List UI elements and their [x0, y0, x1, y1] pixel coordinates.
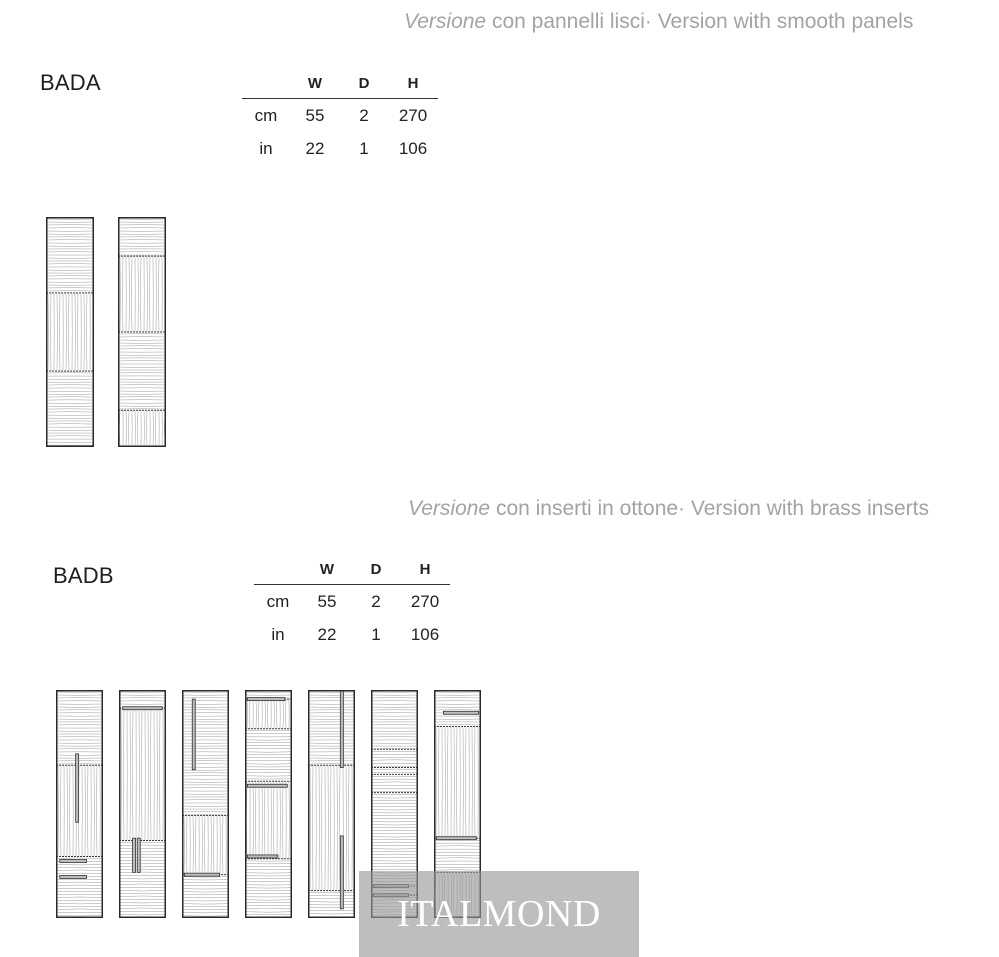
value-cell: 1 — [359, 138, 369, 158]
header-cell: H — [388, 68, 438, 99]
panel-drawing — [245, 690, 292, 918]
value-cell: 55 — [305, 105, 325, 125]
section-b-subtitle-text: con inserti in ottone· Version with brass inserts — [490, 497, 929, 520]
panel-drawing — [308, 690, 355, 918]
brass-insert — [443, 711, 478, 714]
watermark-text: ITALMOND — [397, 893, 601, 935]
section-a-model-name: BADA — [40, 70, 101, 95]
header-cell: D — [352, 554, 400, 585]
unit-cell: cm — [266, 591, 290, 611]
section-a-dimensions-table — [242, 68, 438, 165]
header-cell: D — [340, 68, 388, 99]
unit-cell: in — [271, 624, 285, 644]
wood-grain-texture — [308, 692, 355, 917]
bada-panel-1 — [46, 217, 94, 447]
badb-panel-3 — [182, 690, 229, 918]
value-cell: 1 — [371, 624, 381, 644]
brass-insert — [192, 699, 195, 770]
bada-panel-2 — [118, 217, 166, 447]
unit-cell: cm — [254, 105, 278, 125]
header-cell — [254, 554, 302, 585]
brass-insert — [436, 837, 476, 840]
brass-insert — [247, 698, 285, 701]
badb-panel-1 — [56, 690, 103, 918]
brass-insert — [60, 860, 87, 863]
section-b-subtitle-italic: Versione — [408, 497, 491, 520]
section-a-subtitle-text: con pannelli lisci· Version with smooth panels — [486, 10, 914, 33]
brass-insert — [247, 784, 287, 787]
brass-insert — [340, 690, 343, 768]
value-cell: 2 — [359, 105, 369, 125]
unit-cell: in — [259, 138, 273, 158]
brass-insert — [184, 873, 219, 876]
section-b-dimensions-table — [254, 554, 450, 651]
brass-insert — [60, 875, 87, 878]
header-cell: W — [290, 68, 340, 99]
watermark — [359, 871, 639, 957]
header-cell: W — [302, 554, 352, 585]
brass-insert — [76, 754, 79, 822]
value-cell: 106 — [410, 624, 440, 644]
wood-grain-texture — [118, 219, 166, 447]
dimensions-row — [254, 618, 450, 651]
wood-grain-texture — [119, 692, 166, 918]
panel-outline — [246, 691, 292, 918]
value-cell: 270 — [398, 105, 428, 125]
section-a-subtitle-italic: Versione — [404, 10, 487, 33]
badb-panel-4 — [245, 690, 292, 918]
wood-grain-texture — [182, 692, 229, 916]
dimensions-header-row — [242, 68, 438, 99]
panel-drawing — [118, 217, 166, 447]
panel-outline — [120, 691, 166, 918]
dimensions-header-row — [254, 554, 450, 585]
badb-panel-2 — [119, 690, 166, 918]
section-a-subtitle — [404, 10, 913, 34]
value-cell: 55 — [317, 591, 337, 611]
header-cell — [242, 68, 290, 99]
badb-panel-5 — [308, 690, 355, 918]
section-b-model-name: BADB — [53, 563, 114, 588]
section-b-subtitle — [408, 497, 929, 521]
panel-drawing — [56, 690, 103, 918]
dimensions-row — [242, 99, 438, 133]
value-cell: 106 — [398, 138, 428, 158]
value-cell: 2 — [371, 591, 381, 611]
panel-drawing — [182, 690, 229, 918]
brass-insert — [247, 855, 278, 858]
dimensions-row — [254, 585, 450, 619]
wood-grain-texture — [245, 692, 292, 918]
value-cell: 22 — [305, 138, 325, 158]
header-cell: H — [400, 554, 450, 585]
panel-drawing — [119, 690, 166, 918]
panel-drawing — [46, 217, 94, 447]
wood-grain-texture — [46, 219, 94, 445]
brass-insert — [137, 838, 140, 872]
value-cell: 270 — [410, 591, 440, 611]
brass-insert — [123, 707, 162, 710]
brass-insert — [340, 836, 343, 909]
value-cell: 22 — [317, 624, 337, 644]
brass-insert — [133, 838, 136, 872]
wood-grain-texture — [56, 692, 103, 916]
dimensions-row — [242, 132, 438, 165]
